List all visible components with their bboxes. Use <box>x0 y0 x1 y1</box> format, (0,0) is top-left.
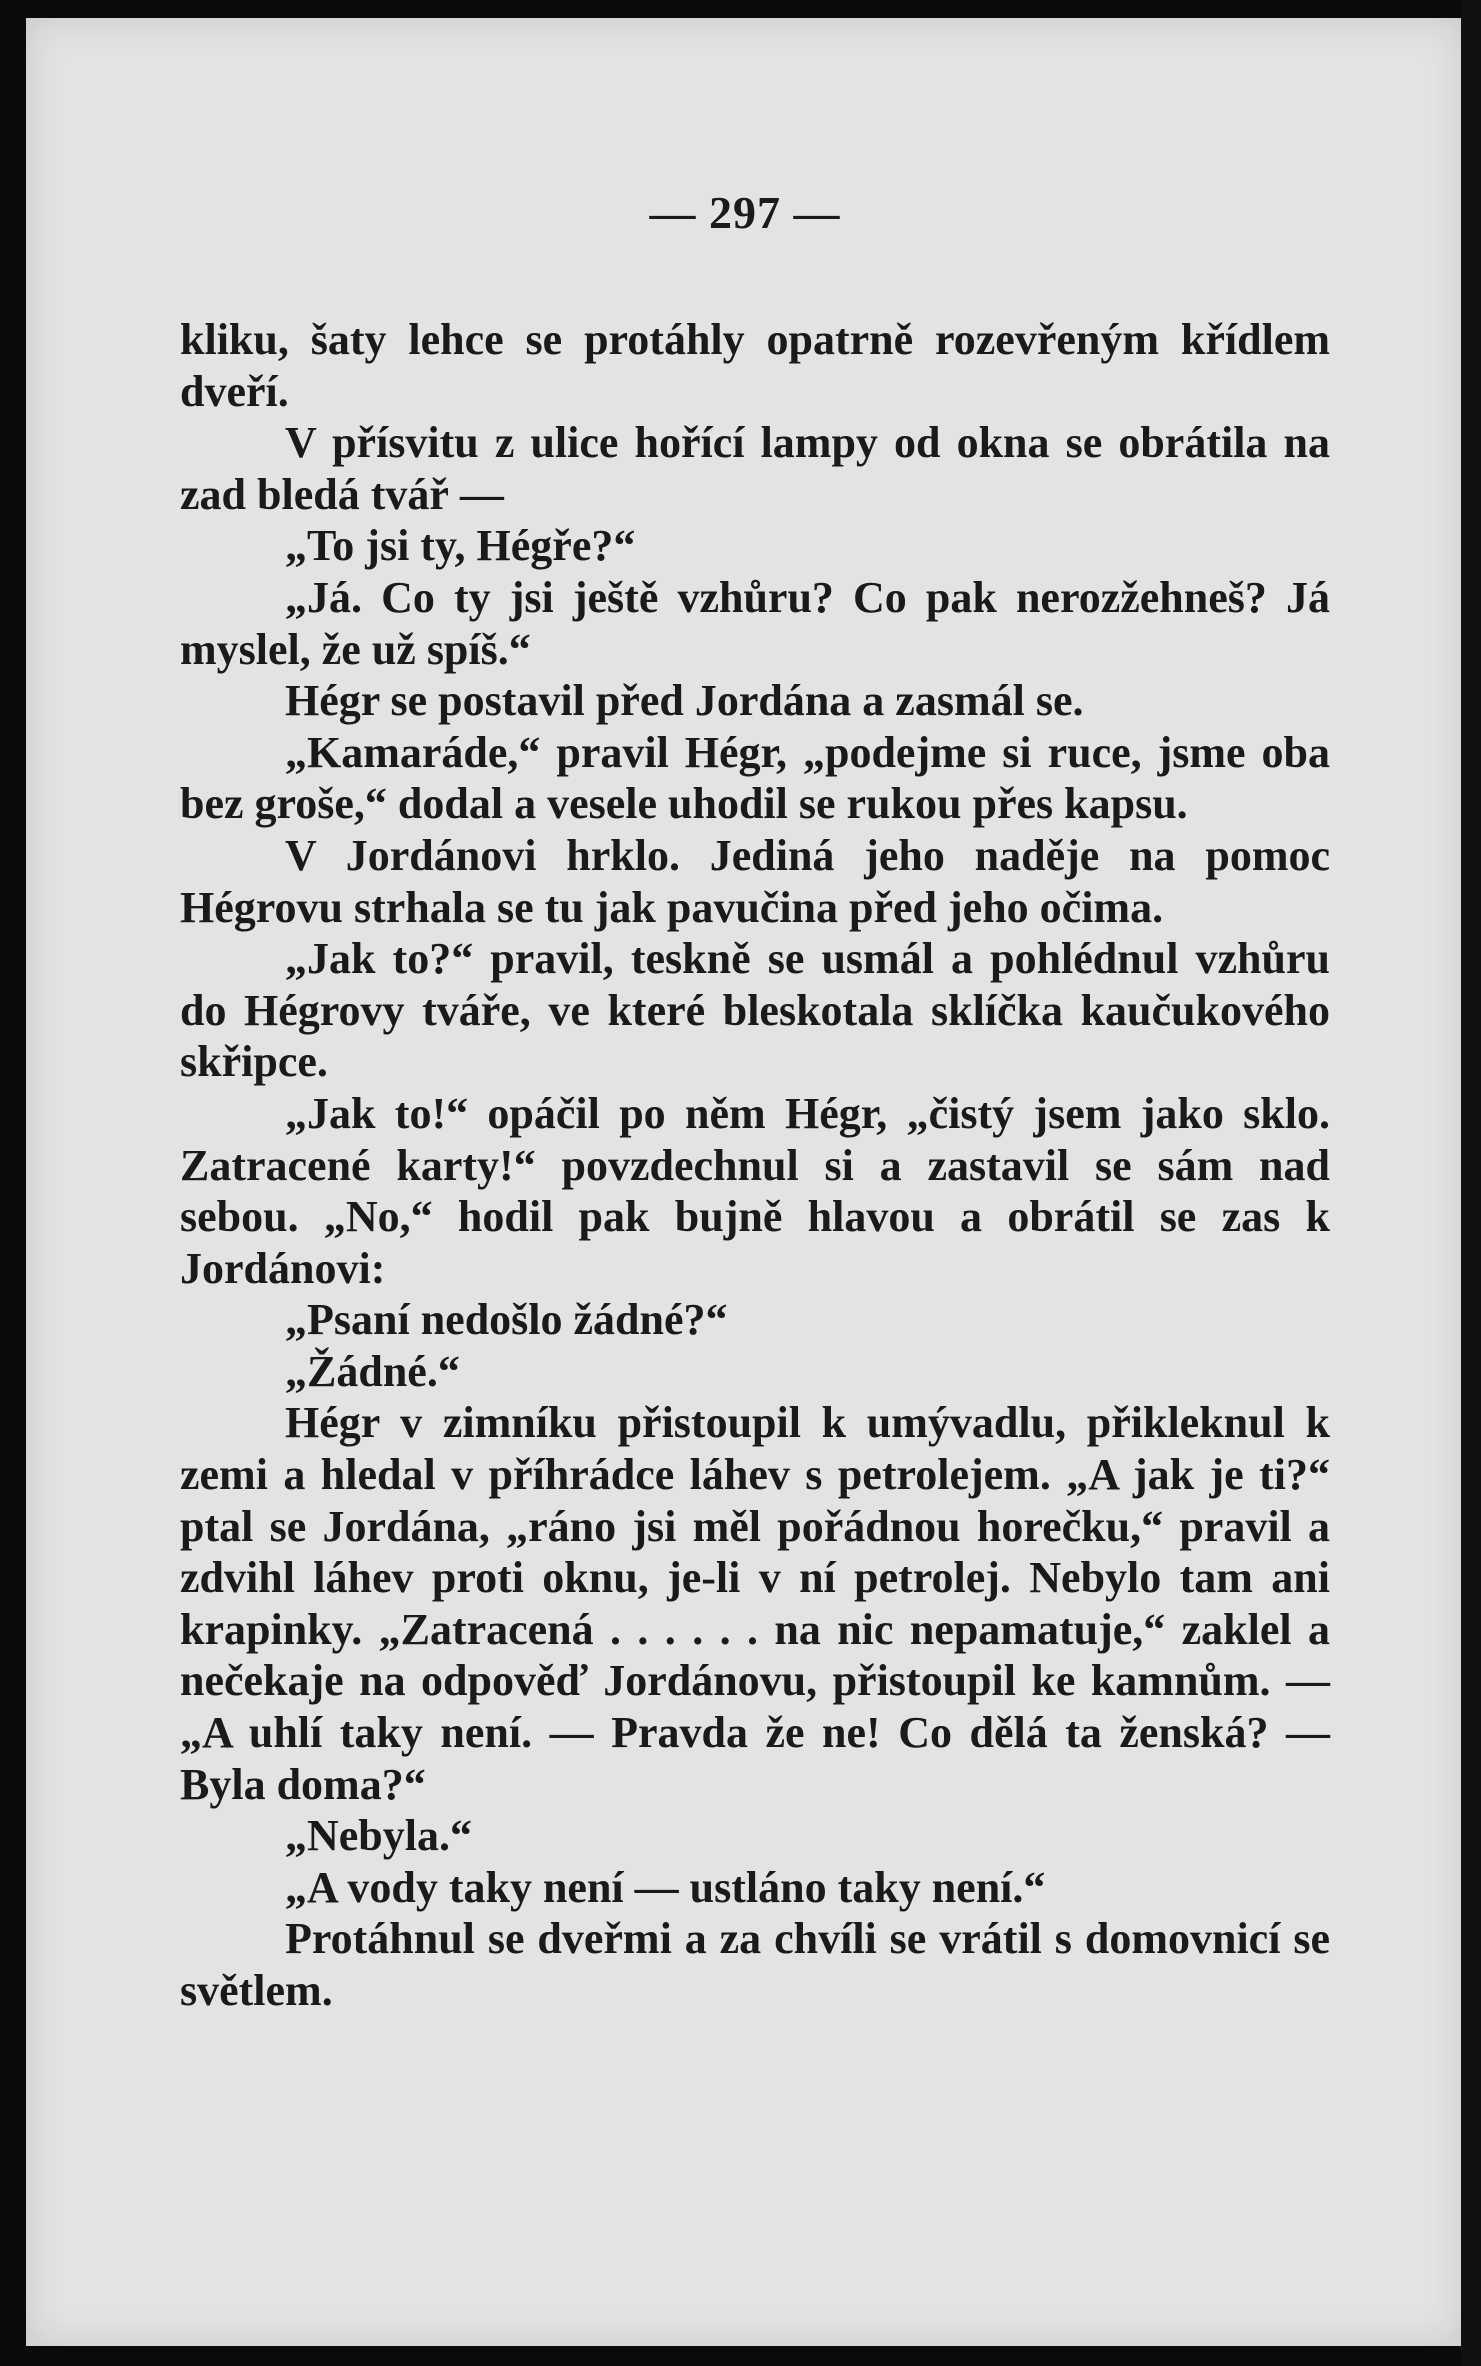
paragraph: kliku, šaty lehce se protáhly opatrně rozevřeným křídlem dveří. <box>180 315 1330 416</box>
paragraph: „A vody taky není — ustláno taky není.“ <box>285 1862 1046 1912</box>
paragraph: „Psaní nedošlo žádné?“ <box>285 1295 728 1345</box>
paragraph: V přísvitu z ulice hořící lampy od okna se obrátila na zad bledá tvář — <box>180 418 1330 519</box>
paragraph: V Jordánovi hrklo. Jediná jeho naděje na pomoc Hégrovu strhala se tu jak pavučina před jeho očima. <box>180 830 1330 932</box>
page-number: — 297 — <box>649 187 841 238</box>
paragraph: „Jak to?“ pravil, teskně se usmál a pohlédnul vzhůru do Hégrovy tváře, ve které bleskotala sklíčka kaučukového skřipce. <box>180 934 1330 1087</box>
paragraph: Hégr se postavil před Jordána a zasmál se. <box>285 676 1084 726</box>
paragraph: Hégr v zimníku přistoupil k umývadlu, přikleknul k zemi a hledal v příhrádce láhev s petrolejem. „A jak je ti?“ ptal se Jordána, „ráno jsi měl pořádnou horečku,“ pravil a zdvihl láhev proti oknu, je-li v ní petrolej. Nebylo tam ani krapinky. „Zatracená . . . . . . na nic nepamatuje,“ zaklel a nečekaje na odpověď Jordánovu, přistoupil ke kamnům. — „A uhlí taky není. — Pravda že ne! Co dělá ta ženská? — Byla doma?“ <box>180 1398 1330 1809</box>
paragraph: „Já. Co ty jsi ještě vzhůru? Co pak nerozžehneš? Já myslel, že už spíš.“ <box>180 572 1330 674</box>
paragraph: „To jsi ty, Hégře?“ <box>285 521 636 571</box>
paragraph: Protáhnul se dveřmi a za chvíli se vrátil s domovnicí se světlem. <box>180 1914 1330 2015</box>
paragraph: „Jak to!“ opáčil po něm Hégr, „čistý jsem jako sklo. Zatracené karty!“ povzdechnul si a zastavil se sám nad sebou. „No,“ hodil pak bujně hlavou a obrátil se zas k Jordánovi: <box>180 1088 1330 1293</box>
paragraph: „Nebyla.“ <box>285 1811 472 1861</box>
book-page <box>26 18 1464 2346</box>
paragraph: „Kamaráde,“ pravil Hégr, „podejme si ruce, jsme oba bez groše,“ dodal a vesele uhodil se rukou přes kapsu. <box>180 727 1330 829</box>
body-text <box>180 314 1330 2017</box>
paragraph: „Žádné.“ <box>285 1346 460 1396</box>
page-edge-shadow <box>1461 0 1481 2366</box>
